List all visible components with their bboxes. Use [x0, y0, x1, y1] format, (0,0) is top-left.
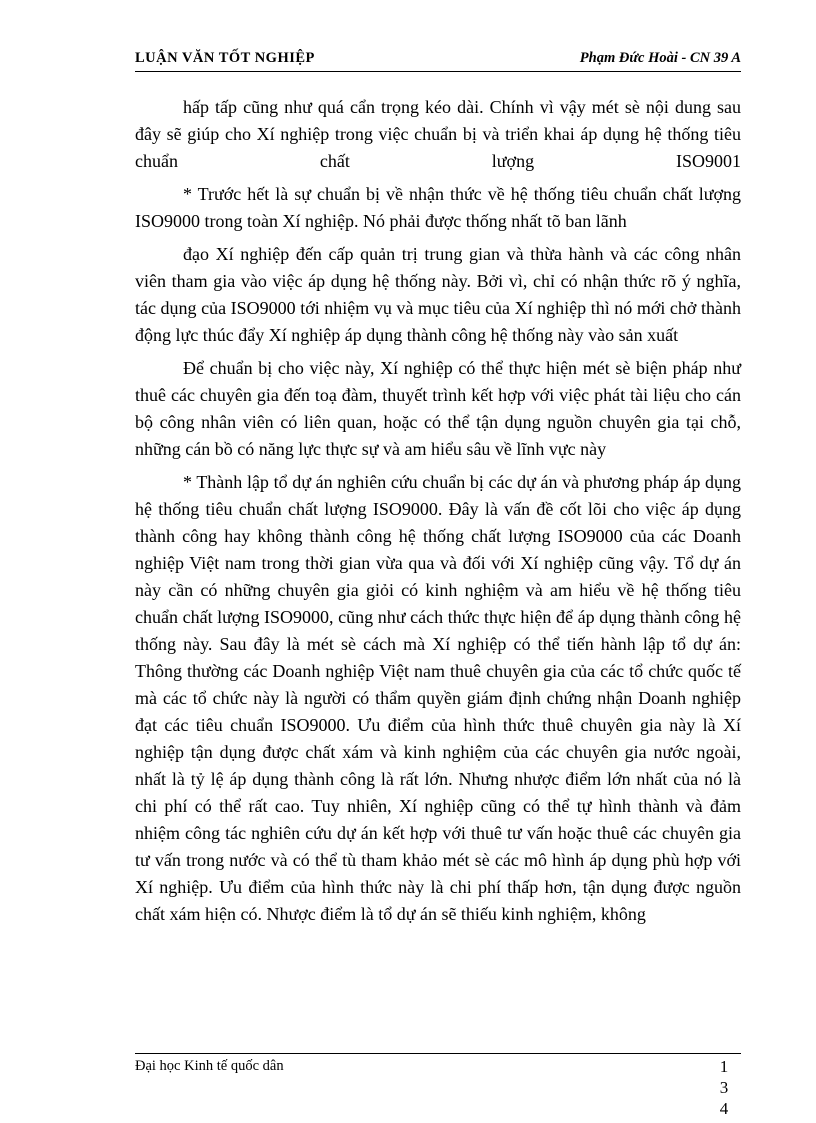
body-paragraph: * Trước hết là sự chuẩn bị về nhận thức về hệ thống tiêu chuẩn chất lượng ISO9000 trong toàn Xí nghiệp. Nó phải được thống nhất tõ ban lãnh	[135, 184, 741, 231]
thesis-title: LUẬN VĂN TỐT NGHIỆP	[135, 50, 315, 66]
body-paragraph: Để chuẩn bị cho việc này, Xí nghiệp có thể thực hiện mét sè biện pháp như thuê các chuyên gia đến toạ đàm, thuyết trình kết hợp với việc phát tài liệu cho cán bộ công nhân viên có liên quan, hoặc có thể tận dụng nguồn chuyên gia tại chỗ, những cán bồ có năng lực thực sự và am hiểu sâu về lĩnh vực này	[135, 358, 741, 459]
page-number-digit: 3	[719, 1078, 729, 1097]
body-paragraph: đạo Xí nghiệp đến cấp quản trị trung gian và thừa hành và các công nhân viên tham gia vào việc áp dụng hệ thống này. Bởi vì, chỉ có nhận thức rõ ý nghĩa, tác dụng của ISO9000 tới nhiệm vụ và mục tiêu của Xí nghiệp thì nó mới chở thành động lực thúc đẩy Xí nghiệp áp dụng thành công hệ thống này vào sản xuất	[135, 244, 741, 345]
body-paragraph: * Thành lập tổ dự án nghiên cứu chuẩn bị các dự án và phương pháp áp dụng hệ thống tiêu chuẩn chất lượng ISO9000. Đây là vấn đề cốt lõi cho việc áp dụng thành công hay không thành công hệ thống chất lượng ISO9000 của các Doanh nghiệp Việt nam trong thời gian vừa qua và đối với Xí nghiệp cũng vậy. Tổ dự án này cần có những chuyên gia giỏi có kinh nghiệm và am hiểu về hệ thống tiêu chuẩn chất lượng ISO9000, cũng như cách thức thực hiện để áp dụng thành công hệ thống này. Sau đây là mét sè cách mà Xí nghiệp có thể tiến hành lập tổ dự án: Thông thường các Doanh nghiệp Việt nam thuê chuyên gia của các tổ chức quốc tế mà các tổ chức này là người có thẩm quyền giám định chứng nhận Doanh nghiệp đạt các tiêu chuẩn ISO9000. Ưu điểm của hình thức thuê chuyên gia này là Xí nghiệp tận dụng được chất xám và kinh nghiệm của các chuyên gia nước ngoài, nhất là tỷ lệ áp dụng thành công là rất lớn. Nhưng nhược điểm lớn nhất của nó là chi phí có thể rất cao. Tuy nhiên, Xí nghiệp cũng có thể tự hình thành và đảm nhiệm công tác nghiên cứu dự án kết hợp với thuê tư vấn hoặc thuê các chuyên gia tư vấn trong nước và có thể tù tham khảo mét sè các mô hình áp dụng phù hợp với Xí nghiệp. Ưu điểm của hình thức này là chi phí thấp hơn, tận dụng được nguồn chất xám hiện có. Nhược điểm là tổ dự án sẽ thiếu kinh nghiệm, không	[135, 472, 741, 924]
author-name: Phạm Đức Hoài - CN 39 A	[579, 50, 741, 66]
page-body	[135, 94, 741, 928]
page-footer	[135, 1053, 741, 1118]
page-header	[135, 49, 741, 72]
page-number-digit: 1	[719, 1057, 729, 1076]
page-number	[717, 1056, 731, 1119]
university-name: Đại học Kinh tế quốc dân	[135, 1058, 284, 1074]
page-number-digit: 4	[719, 1099, 729, 1118]
body-paragraph: hấp tấp cũng như quá cẩn trọng kéo dài. Chính vì vậy mét sè nội dung sau đây sẽ giúp cho Xí nghiệp trong việc chuẩn bị và triển khai áp dụng hệ thống tiêu chuẩn chất lượng ISO9001	[135, 97, 741, 171]
